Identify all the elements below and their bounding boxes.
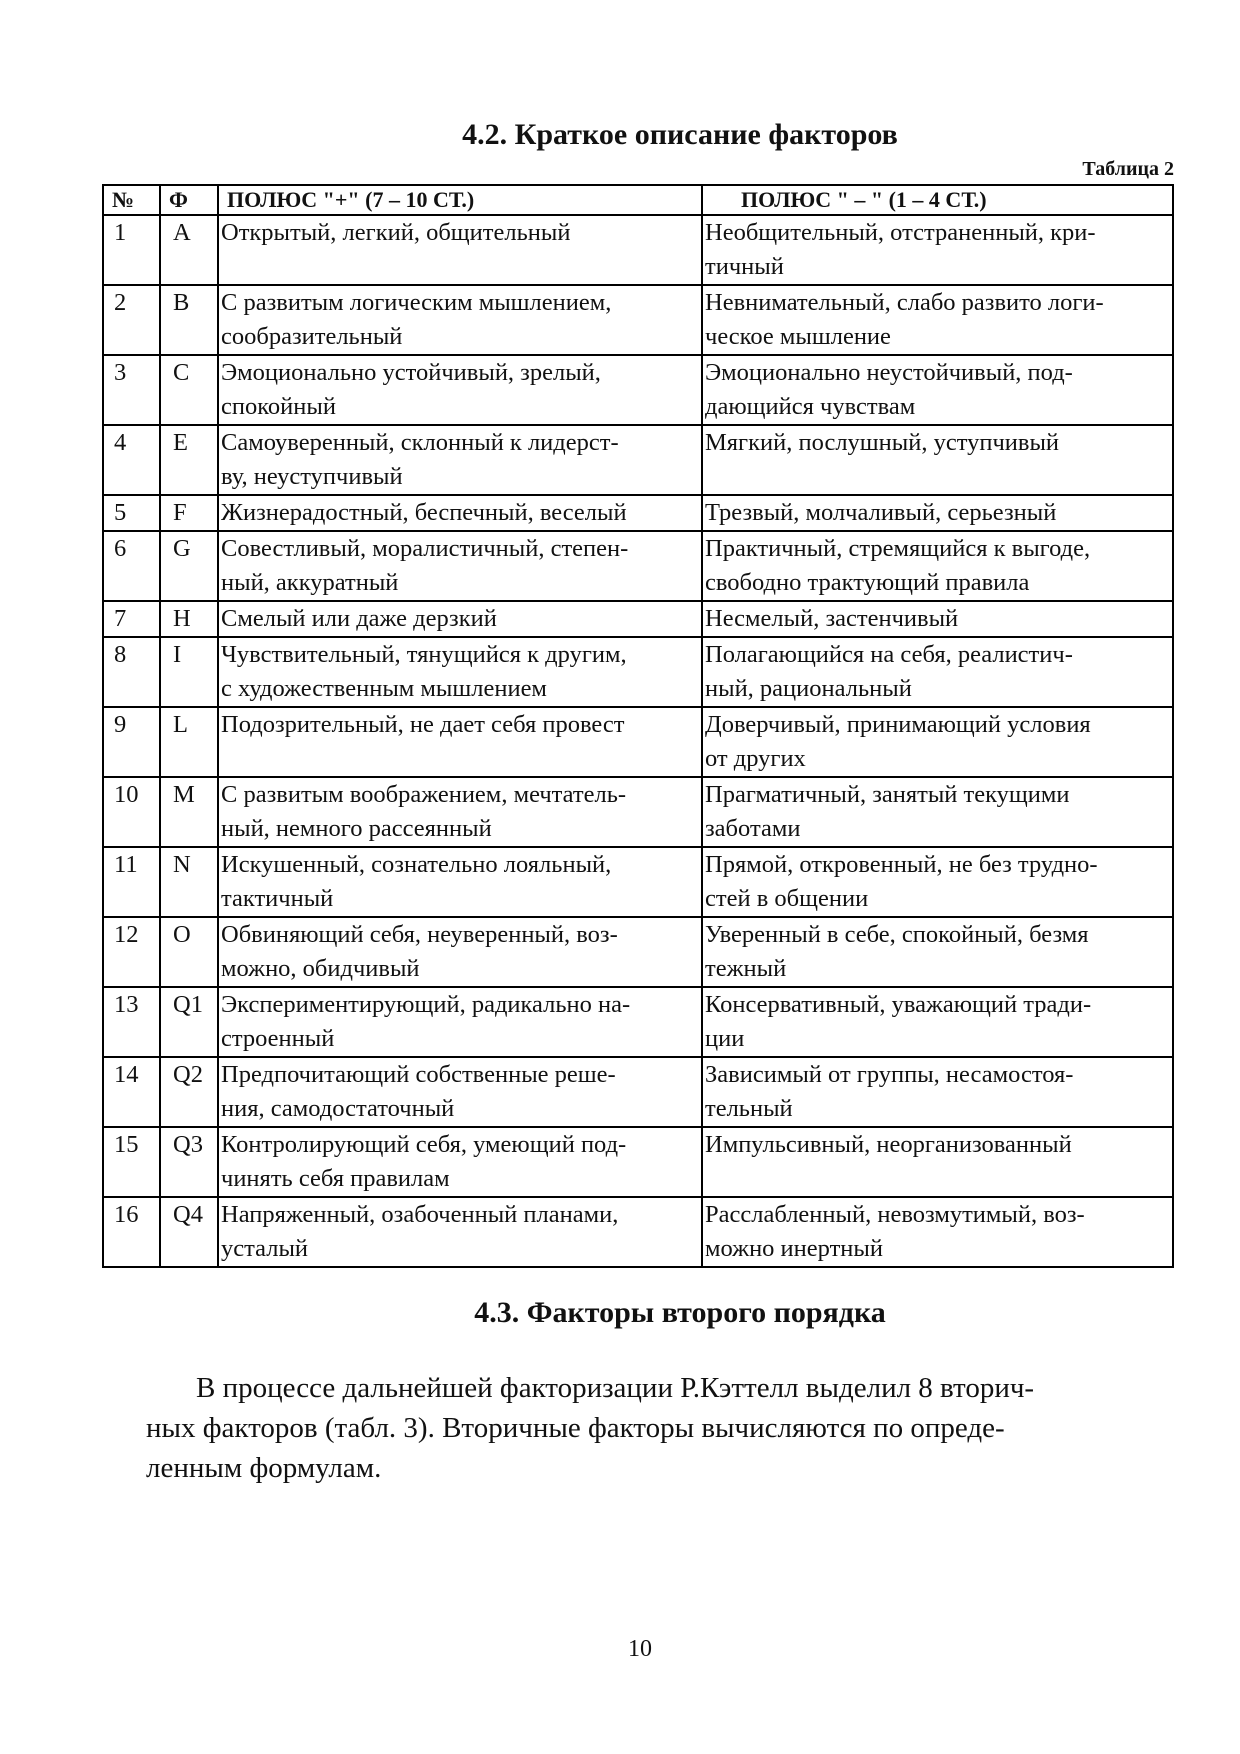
cell-line: ный, рациональный [705,675,912,702]
row-factor: C [160,355,218,425]
row-factor: F [160,495,218,531]
cell-line: Невнимательный, слабо развито логи- [705,289,1104,316]
header-pole-plus: ПОЛЮС "+" (7 – 10 СТ.) [218,185,702,215]
cell-line: ву, неуступчивый [221,463,403,490]
cell-line: Искушенный, сознательно лояльный, [221,851,612,878]
row-number: 14 [103,1057,160,1127]
cell-line: Доверчивый, принимающий условия [705,711,1091,738]
cell-line: Предпочитающий собственные реше- [221,1061,616,1088]
row-factor: L [160,707,218,777]
table-row [103,847,1173,917]
row-pole-plus [218,285,702,355]
cell-line: Совестливый, моралистичный, степен- [221,535,629,562]
row-factor: Q4 [160,1197,218,1267]
row-number: 9 [103,707,160,777]
cell-line: можно, обидчивый [221,955,420,982]
paragraph-line: ных факторов (табл. 3). Вторичные факторы вычисляются по опреде- [146,1412,1005,1444]
row-pole-minus [702,425,1173,495]
cell-line: Полагающийся на себя, реалистич- [705,641,1073,668]
cell-line: Консервативный, уважающий тради- [705,991,1092,1018]
row-pole-plus [218,425,702,495]
row-pole-minus [702,355,1173,425]
cell-line: ческое мышление [705,323,891,350]
row-factor: N [160,847,218,917]
body-paragraph [146,1368,1146,1488]
cell-line: С развитым логическим мышлением, [221,289,612,316]
cell-line: свободно трактующий правила [705,569,1030,596]
row-number: 4 [103,425,160,495]
row-number: 2 [103,285,160,355]
row-number: 15 [103,1127,160,1197]
row-number: 13 [103,987,160,1057]
row-number: 6 [103,531,160,601]
cell-line: ный, аккуратный [221,569,399,596]
cell-line: Самоуверенный, склонный к лидерст- [221,429,619,456]
cell-line: Зависимый от группы, несамостоя- [705,1061,1074,1088]
cell-line: С развитым воображением, мечтатель- [221,781,627,808]
cell-line: Открытый, легкий, общительный [221,219,571,246]
cell-line: Прямой, откровенный, не без трудно- [705,851,1098,878]
cell-line: ции [705,1025,745,1052]
row-pole-minus [702,777,1173,847]
cell-line: сообразительный [221,323,403,350]
cell-line: Практичный, стремящийся к выгоде, [705,535,1091,562]
cell-line: Импульсивный, неорганизованный [705,1131,1072,1158]
section-title-4-2: 4.2. Краткое описание факторов [462,118,898,151]
cell-line: Экспериментирующий, радикально на- [221,991,631,1018]
row-factor: E [160,425,218,495]
row-factor: B [160,285,218,355]
cell-line: Расслабленный, невозмутимый, воз- [705,1201,1085,1228]
row-number: 10 [103,777,160,847]
cell-line: Смелый или даже дерзкий [221,605,497,632]
row-number: 7 [103,601,160,637]
table-row [103,1197,1173,1267]
row-pole-minus [702,917,1173,987]
cell-line: Прагматичный, занятый текущими [705,781,1070,808]
page-number: 10 [628,1636,652,1662]
table-body [103,215,1173,1267]
row-pole-minus [702,987,1173,1057]
row-pole-minus [702,495,1173,531]
row-number: 5 [103,495,160,531]
factors-table [102,184,1174,1268]
cell-line: Контролирующий себя, умеющий под- [221,1131,627,1158]
cell-line: Эмоционально неустойчивый, под- [705,359,1073,386]
cell-line: заботами [705,815,801,842]
row-pole-plus [218,777,702,847]
row-factor: G [160,531,218,601]
row-factor: Q1 [160,987,218,1057]
row-number: 12 [103,917,160,987]
row-pole-minus [702,285,1173,355]
header-pole-minus: ПОЛЮС " – " (1 – 4 СТ.) [702,185,1173,215]
row-pole-minus [702,531,1173,601]
row-pole-plus [218,707,702,777]
row-pole-plus [218,601,702,637]
cell-line: ния, самодостаточный [221,1095,455,1122]
cell-line: ный, немного рассеянный [221,815,492,842]
row-pole-plus [218,917,702,987]
row-factor: I [160,637,218,707]
row-factor: A [160,215,218,285]
row-pole-minus [702,847,1173,917]
row-pole-plus [218,1197,702,1267]
cell-line: Трезвый, молчаливый, серьезный [705,499,1057,526]
table-row [103,707,1173,777]
row-pole-plus [218,847,702,917]
cell-line: строенный [221,1025,335,1052]
table-row [103,777,1173,847]
row-number: 3 [103,355,160,425]
table-row [103,215,1173,285]
table-header-row [103,185,1173,215]
row-number: 1 [103,215,160,285]
cell-line: тичный [705,253,784,280]
row-number: 8 [103,637,160,707]
cell-line: Обвиняющий себя, неуверенный, воз- [221,921,618,948]
cell-line: Подозрительный, не дает себя провест [221,711,625,738]
table-row [103,285,1173,355]
row-pole-plus [218,355,702,425]
cell-line: Необщительный, отстраненный, кри- [705,219,1096,246]
cell-line: Несмелый, застенчивый [705,605,959,632]
row-pole-plus [218,531,702,601]
row-pole-plus [218,987,702,1057]
row-pole-minus [702,707,1173,777]
cell-line [705,460,1170,494]
cell-line: тельный [705,1095,793,1122]
table-row [103,637,1173,707]
cell-line [221,250,699,284]
row-number: 16 [103,1197,160,1267]
cell-line: с художественным мышлением [221,675,547,702]
cell-line: спокойный [221,393,336,420]
row-pole-plus [218,637,702,707]
cell-line: Уверенный в себе, спокойный, безмя [705,921,1089,948]
cell-line: Чувствительный, тянущийся к другим, [221,641,627,668]
cell-line: дающийся чувствам [705,393,916,420]
row-pole-minus [702,1127,1173,1197]
cell-line: тежный [705,955,787,982]
row-pole-minus [702,215,1173,285]
paragraph-line: В процессе дальнейшей факторизации Р.Кэттелл выделил 8 вторич- [196,1372,1035,1404]
cell-line: Эмоционально устойчивый, зрелый, [221,359,601,386]
row-factor: Q2 [160,1057,218,1127]
row-pole-plus [218,1057,702,1127]
row-pole-minus [702,1057,1173,1127]
row-factor: M [160,777,218,847]
table-row [103,531,1173,601]
row-pole-plus [218,495,702,531]
cell-line: от других [705,745,806,772]
cell-line: стей в общении [705,885,869,912]
cell-line: тактичный [221,885,334,912]
table-row [103,917,1173,987]
row-number: 11 [103,847,160,917]
cell-line: чинять себя правилам [221,1165,450,1192]
table-row [103,1057,1173,1127]
cell-line: усталый [221,1235,309,1262]
section-title-4-3: 4.3. Факторы второго порядка [474,1296,886,1329]
row-factor: H [160,601,218,637]
cell-line: Жизнерадостный, беспечный, веселый [221,499,627,526]
row-pole-minus [702,637,1173,707]
header-factor: Ф [160,185,218,215]
row-pole-minus [702,1197,1173,1267]
row-factor: O [160,917,218,987]
row-pole-minus [702,601,1173,637]
row-pole-plus [218,1127,702,1197]
paragraph-line: ленным формулам. [146,1452,382,1484]
table-row [103,987,1173,1057]
table-label: Таблица 2 [1082,158,1174,180]
table-row [103,495,1173,531]
cell-line [705,1162,1170,1196]
row-factor: Q3 [160,1127,218,1197]
header-number: № [103,185,160,215]
table-row [103,355,1173,425]
cell-line: можно инертный [705,1235,883,1262]
cell-line: Мягкий, послушный, уступчивый [705,429,1060,456]
cell-line: Напряженный, озабоченный планами, [221,1201,619,1228]
row-pole-plus [218,215,702,285]
table-row [103,1127,1173,1197]
cell-line [221,742,699,776]
table-row [103,425,1173,495]
table-row [103,601,1173,637]
